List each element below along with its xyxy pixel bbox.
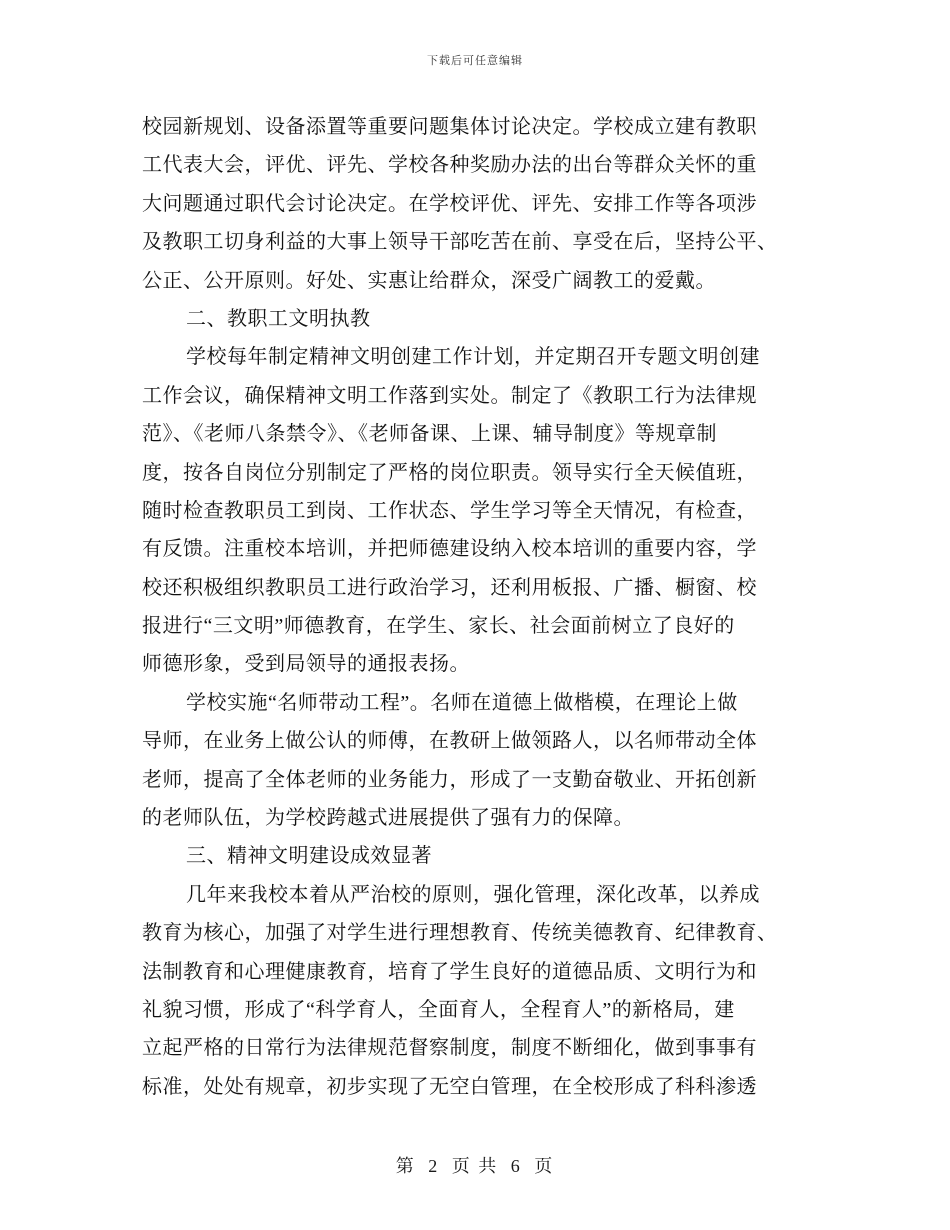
text-line: 校还积极组织教职员工进行政治学习，还利用板报、广播、橱窗、校	[142, 576, 757, 599]
page-footer	[0, 1152, 950, 1178]
text-line: 校园新规划、设备添置等重要问题集体讨论决定。学校成立建有教职	[142, 116, 757, 138]
text-line: 标准，处处有规章，初步实现了无空白管理，在全校形成了科科渗透	[142, 1075, 757, 1098]
text-line: 大问题通过职代会讨论决定。在学校评优、评先、安排工作等各项涉	[142, 192, 757, 215]
text-line: 范》、《老师八条禁令》、《老师备课、上课、辅导制度》等规章制	[142, 423, 717, 446]
text-line: 教育为核心，加强了对学生进行理想教育、传统美德教育、纪律教育、	[142, 922, 778, 945]
text-line: 老师，提高了全体老师的业务能力，形成了一支勤奋敬业、开拓创新	[142, 768, 757, 791]
text-line: 工作会议，确保精神文明工作落到实处。制定了《教职工行为法律规	[142, 384, 757, 407]
text-line: 学校每年制定精神文明创建工作计划，并定期召开专题文明创建	[186, 346, 760, 369]
text-line: 及教职工切身利益的大事上领导干部吃苦在前、享受在后，坚持公平、	[142, 231, 778, 254]
text-line: 几年来我校本着从严治校的原则，强化管理，深化改革，以养成	[186, 883, 760, 906]
page-header: 下载后可任意编辑	[427, 54, 523, 67]
text-line: 度，按各自岗位分别制定了严格的岗位职责。领导实行全天候值班，	[142, 461, 757, 484]
text-line: 立起严格的日常行为法律规范督察制度，制度不断细化，做到事事有	[142, 1037, 757, 1060]
footer-prefix: 第	[395, 1156, 416, 1176]
text-line: 三、精神文明建设成效显著	[186, 845, 432, 868]
document-body	[142, 108, 812, 1106]
text-line: 的老师队伍，为学校跨越式进展提供了强有力的保障。	[142, 807, 634, 830]
footer-middle: 页 共	[451, 1156, 499, 1176]
footer-suffix: 页	[534, 1156, 555, 1176]
text-line: 礼貌习惯，形成了“科学育人，全面育人，全程育人”的新格局，建	[142, 998, 735, 1021]
text-line: 二、教职工文明执教	[186, 307, 371, 330]
text-line: 导师，在业务上做公认的师傅，在教研上做领路人，以名师带动全体	[142, 730, 757, 753]
total-pages-number: 6	[510, 1156, 522, 1176]
text-line: 有反馈。注重校本培训，并把师德建设纳入校本培训的重要内容，学	[142, 538, 757, 561]
current-page-number: 2	[428, 1156, 440, 1176]
text-line: 法制教育和心理健康教育，培育了学生良好的道德品质、文明行为和	[142, 960, 757, 983]
text-line: 公正、公开原则。好处、实惠让给群众，深受广阔教工的爱戴。	[142, 269, 716, 292]
text-line: 学校实施“名师带动工程”。名师在道德上做楷模，在理论上做	[186, 691, 738, 714]
text-line: 随时检查教职员工到岗、工作状态、学生学习等全天情况，有检查，	[142, 499, 757, 522]
text-line: 工代表大会，评优、评先、学校各种奖励办法的出台等群众关怀的重	[142, 154, 757, 177]
text-line: 报进行“三文明”师德教育，在学生、家长、社会面前树立了良好的	[142, 615, 735, 638]
text-line: 师德形象，受到局领导的通报表扬。	[142, 653, 470, 676]
